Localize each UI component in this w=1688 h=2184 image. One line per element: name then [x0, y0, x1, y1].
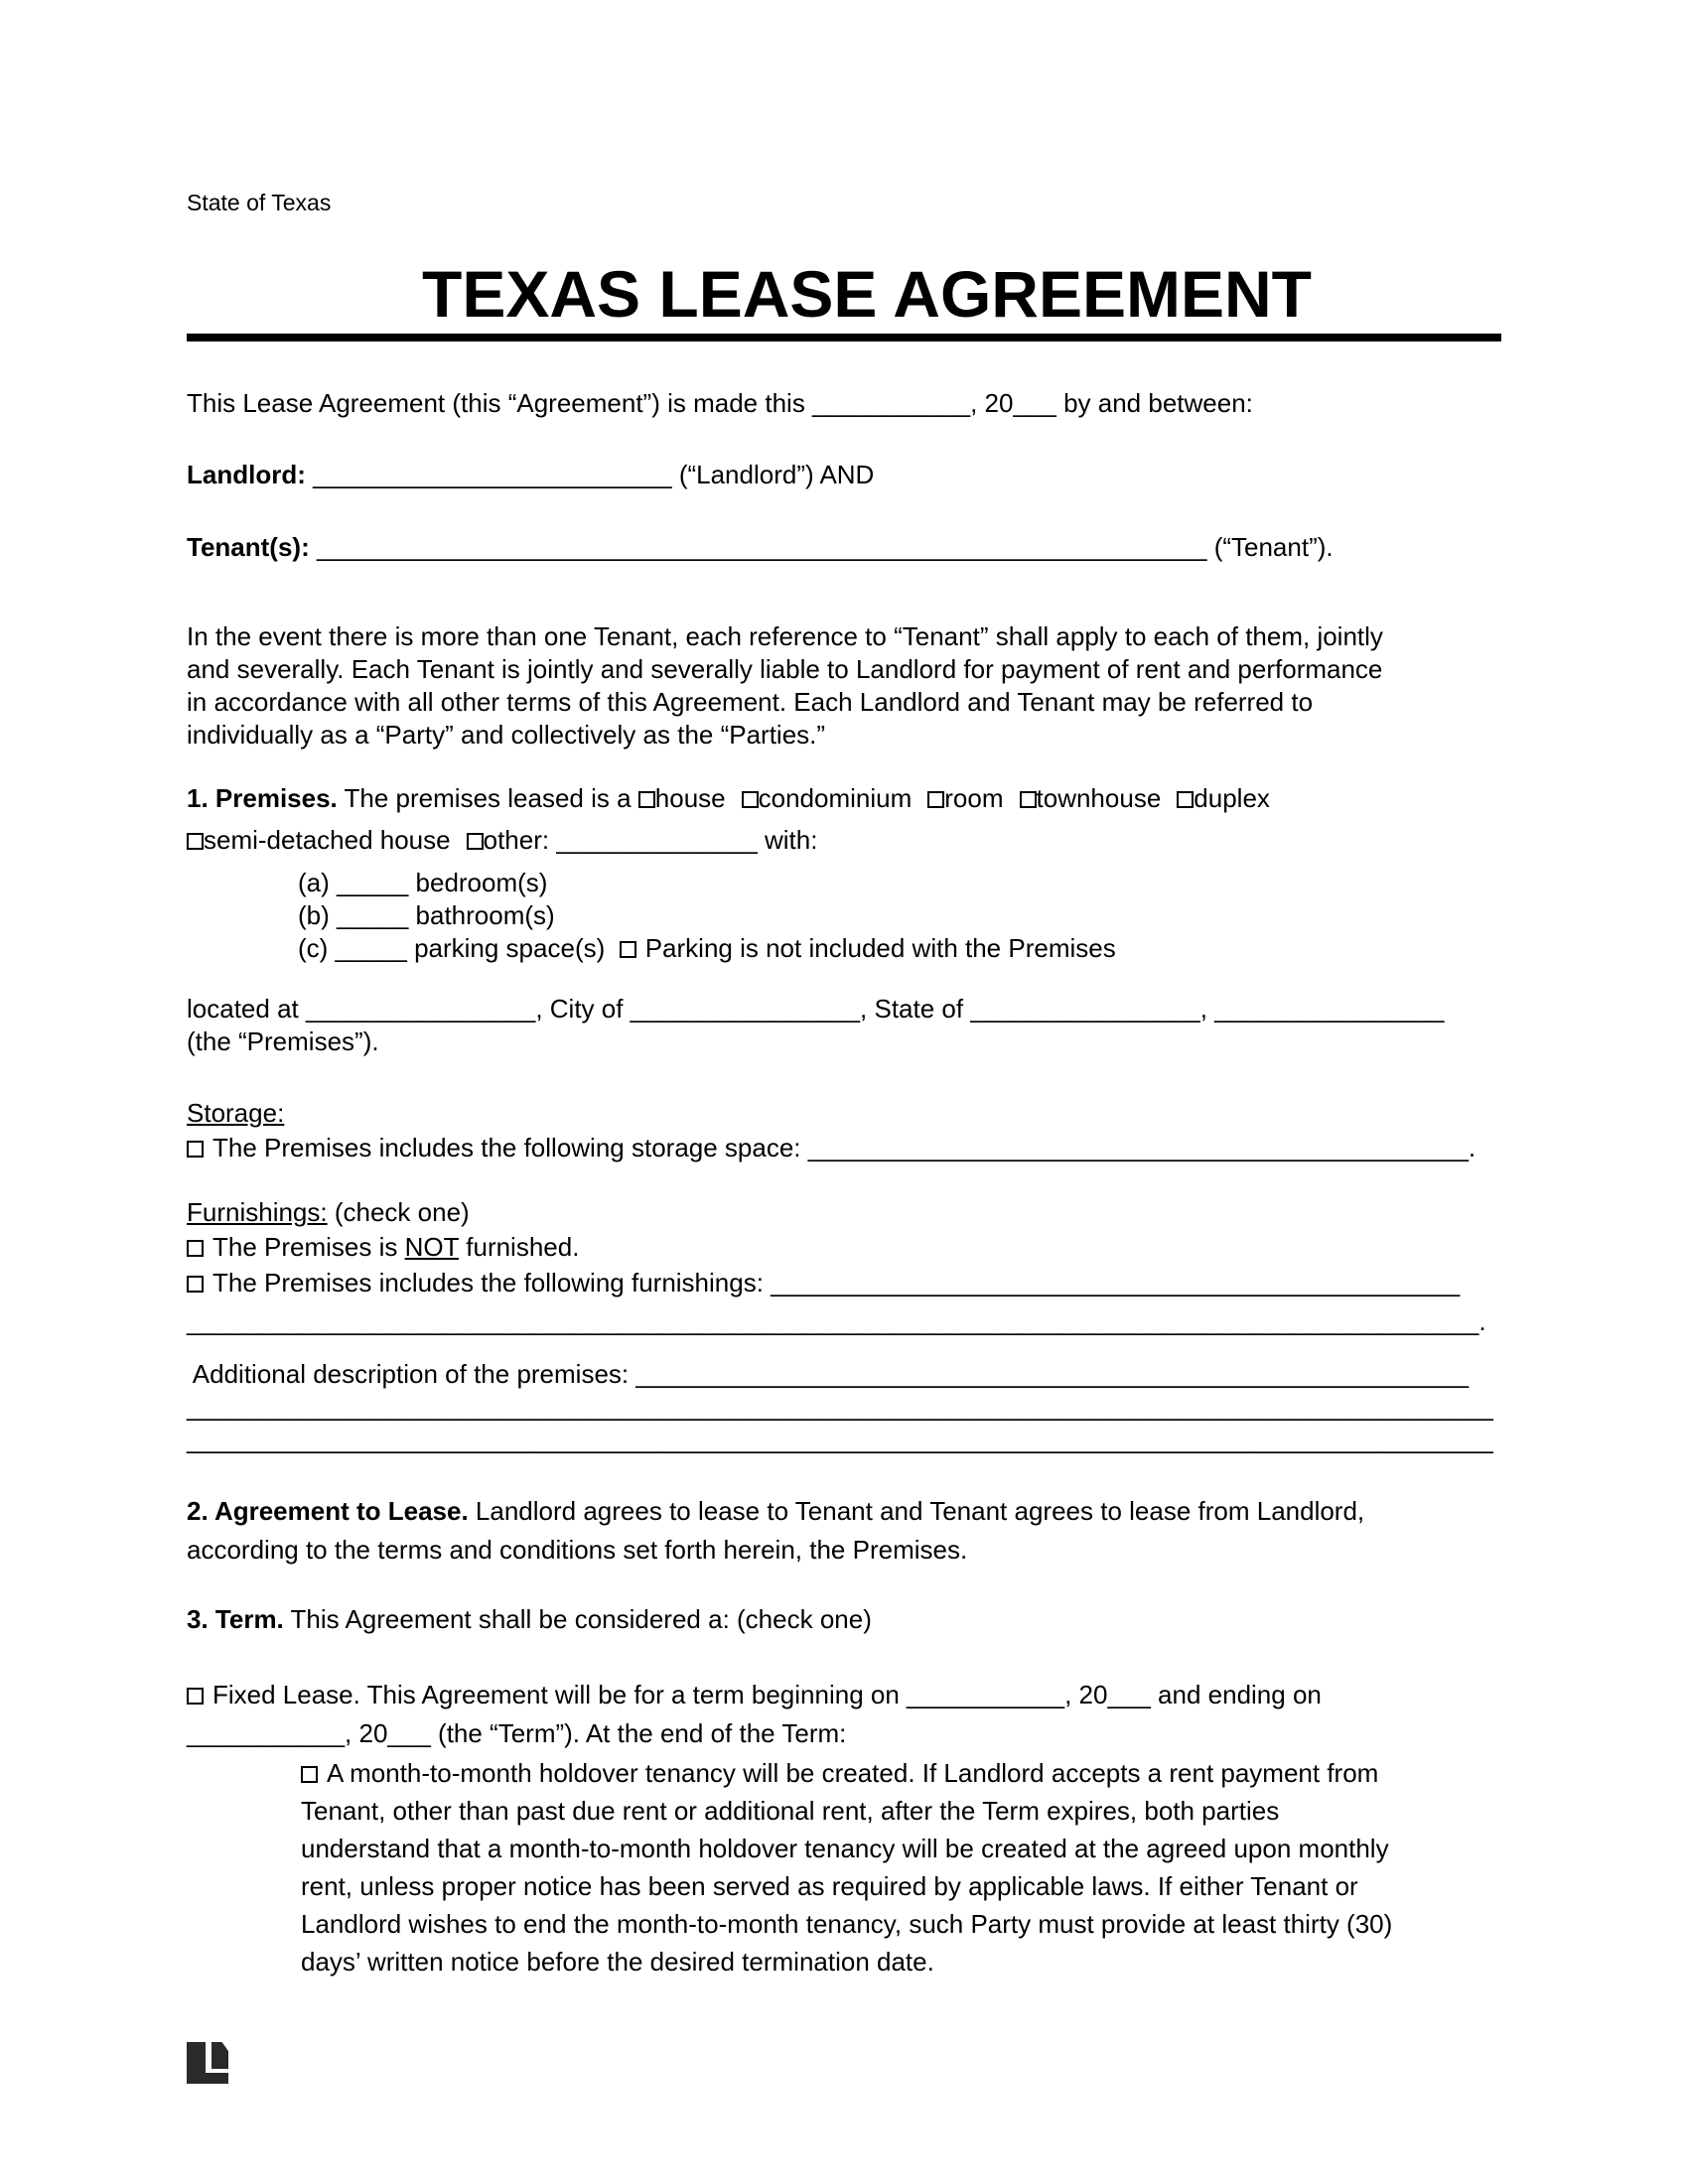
checkbox-duplex[interactable] — [1177, 791, 1194, 808]
option-label: townhouse — [1036, 783, 1162, 813]
fixed-lease-line2: ___________, 20___ (the “Term”). At the end of the Term: — [187, 1718, 847, 1748]
bedrooms-line: (a) _____ bedroom(s) — [298, 868, 548, 897]
section3-text: This Agreement shall be considered a: (check one) — [283, 1604, 872, 1634]
legal-templates-logo — [187, 2042, 228, 2084]
checkbox-fixed-lease[interactable] — [187, 1688, 204, 1705]
additional-description-block — [187, 1358, 1501, 1456]
tenant-label: Tenant(s): — [187, 532, 310, 562]
storage-option-label: The Premises includes the following storage space: ______________________________________________. — [212, 1133, 1477, 1162]
paragraph-line: in accordance with all other terms of this Agreement. Each Landlord and Tenant may be referred to — [187, 687, 1314, 717]
paragraph-line: and severally. Each Tenant is jointly and severally liable to Landlord for payment of rent and performance — [187, 654, 1383, 684]
section2-heading: 2. Agreement to Lease. — [187, 1496, 469, 1526]
holdover-line: understand that a month-to-month holdover tenancy will be created at the agreed upon monthly — [301, 1834, 1389, 1863]
checkbox-storage-space[interactable] — [187, 1141, 204, 1158]
paragraph-line: individually as a “Party” and collectively as the “Parties.” — [187, 720, 826, 750]
tenant-blank: ______________________________________________________________ (“Tenant”). — [309, 532, 1334, 562]
logo-corner-block — [211, 2042, 228, 2069]
fixed-lease-line1 — [187, 1676, 1501, 1714]
landlord-blank: _________________________ (“Landlord”) AND — [305, 460, 875, 489]
logo-bottom-bar — [187, 2073, 228, 2084]
premises-heading-line — [187, 782, 1501, 815]
state-label: State of Texas — [187, 190, 332, 215]
not-furnished-line — [187, 1231, 1501, 1264]
title-rule — [187, 334, 1501, 341]
holdover-line: days’ written notice before the desired termination date. — [301, 1947, 934, 1977]
storage-heading — [187, 1097, 1501, 1130]
checkbox-no-parking[interactable] — [620, 941, 636, 958]
premises-defined-line: (the “Premises”). — [187, 1026, 379, 1056]
not-furnished-text-end: furnished. — [459, 1232, 580, 1262]
additional-description-line1: Additional description of the premises: __________________________________________________________ — [187, 1359, 1470, 1389]
furnishings-heading-text: Furnishings: — [187, 1197, 328, 1227]
option-label: duplex — [1194, 783, 1270, 813]
holdover-line: Landlord wishes to end the month-to-month tenancy, such Party must provide at least thirty (30) — [301, 1909, 1393, 1939]
not-furnished-text: The Premises is — [212, 1232, 405, 1262]
furnishings-heading-note: (check one) — [327, 1197, 470, 1227]
location-block — [187, 993, 1501, 1058]
holdover-line1 — [301, 1754, 1501, 1792]
document-title: TEXAS LEASE AGREEMENT — [422, 257, 1312, 331]
option-label: condominium — [758, 783, 913, 813]
option-label: other: ______________ with: — [483, 825, 818, 855]
premises-option-townhouse — [1020, 783, 1162, 813]
furnished-label: The Premises includes the following furnishings: ________________________________________________ — [212, 1268, 1461, 1297]
premises-heading-line2 — [187, 824, 1501, 857]
intro-line: This Lease Agreement (this “Agreement”) is made this ___________, 20___ by and between: — [187, 388, 1253, 418]
landlord-label: Landlord: — [187, 460, 306, 489]
holdover-text: A month-to-month holdover tenancy will be created. If Landlord accepts a rent payment from — [327, 1758, 1379, 1788]
checkbox-condominium[interactable] — [742, 791, 759, 808]
tenant-line — [187, 531, 1501, 564]
checkbox-other[interactable] — [467, 833, 484, 850]
additional-description-line2: ___________________________________________________________________________________________ — [187, 1392, 1493, 1422]
premises-option-house — [638, 783, 726, 813]
checkbox-holdover-tenancy[interactable] — [301, 1766, 318, 1783]
premises-option-other — [467, 825, 818, 855]
checkbox-semi-detached-house[interactable] — [187, 833, 204, 850]
premises-lead: The premises leased is a — [337, 783, 638, 813]
paragraph-line: In the event there is more than one Tenant, each reference to “Tenant” shall apply to each of them, jointly — [187, 621, 1383, 651]
checkbox-room[interactable] — [927, 791, 944, 808]
furnished-line — [187, 1267, 1501, 1299]
holdover-tenancy-block — [301, 1754, 1501, 1980]
section3-term — [187, 1600, 1501, 1639]
section1-heading: 1. Premises. — [187, 783, 338, 813]
premises-option-semi-detached — [187, 825, 451, 855]
premises-option-room — [927, 783, 1003, 813]
located-at-line: located at ________________, City of ________________, State of ________________, ________________ — [187, 994, 1445, 1024]
premises-option-condominium — [742, 783, 913, 813]
option-label: room — [944, 783, 1004, 813]
section2-text: Landlord agrees to lease to Tenant and Tenant agrees to lease from Landlord, — [468, 1496, 1365, 1526]
checkbox-townhouse[interactable] — [1020, 791, 1037, 808]
furnishings-heading — [187, 1196, 1501, 1229]
section2-line1 — [187, 1492, 1501, 1531]
section2-line2: according to the terms and conditions set forth herein, the Premises. — [187, 1535, 968, 1565]
option-label: house — [654, 783, 726, 813]
parking-line — [298, 932, 1501, 965]
fixed-lease-block — [187, 1676, 1501, 1753]
parking-text: (c) _____ parking space(s) — [298, 933, 606, 963]
premises-details-list — [187, 867, 1501, 965]
checkbox-not-furnished[interactable] — [187, 1240, 204, 1257]
checkbox-furnished[interactable] — [187, 1276, 204, 1293]
storage-heading-text: Storage: — [187, 1098, 285, 1128]
option-label: semi-detached house — [204, 825, 451, 855]
bathrooms-line: (b) _____ bathroom(s) — [298, 900, 555, 930]
section3-heading: 3. Term. — [187, 1604, 284, 1634]
joint-liability-paragraph — [187, 620, 1501, 751]
storage-option-line — [187, 1132, 1501, 1164]
checkbox-house[interactable] — [638, 791, 655, 808]
holdover-line: Tenant, other than past due rent or additional rent, after the Term expires, both parties — [301, 1796, 1280, 1826]
holdover-line: rent, unless proper notice has been served as required by applicable laws. If either Tenant or — [301, 1871, 1358, 1901]
premises-option-duplex — [1177, 783, 1270, 813]
landlord-line — [187, 459, 1501, 491]
no-parking-label: Parking is not included with the Premises — [644, 933, 1116, 963]
not-emphasis: NOT — [404, 1232, 460, 1262]
furnished-continuation-line: __________________________________________________________________________________________. — [187, 1306, 1486, 1336]
additional-description-line3: ___________________________________________________________________________________________ — [187, 1425, 1493, 1454]
fixed-lease-text: Fixed Lease. This Agreement will be for a term beginning on ___________, 20___ and ending on — [212, 1680, 1322, 1709]
section2-agreement-to-lease — [187, 1492, 1501, 1570]
